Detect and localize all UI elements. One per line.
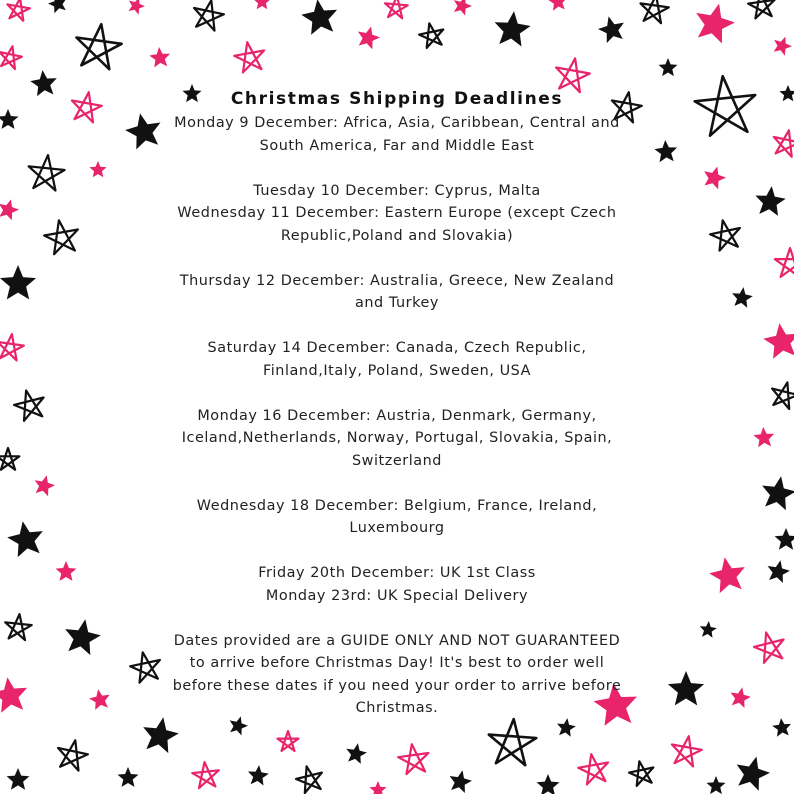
star-icon [129, 0, 146, 15]
deadline-line: Iceland,Netherlands, Norway, Portugal, Slovakia, Spain, [181, 430, 613, 446]
star-icon [7, 0, 30, 21]
star-icon [641, 0, 669, 23]
star-icon [710, 220, 740, 250]
star-icon [130, 652, 160, 682]
star-icon [234, 42, 264, 72]
star-icon [454, 0, 472, 16]
star-icon [659, 58, 678, 76]
star-icon [774, 130, 794, 157]
star-icon [709, 557, 745, 593]
star-icon [768, 560, 790, 583]
star-icon [253, 0, 270, 9]
star-icon [731, 687, 751, 708]
star-icon [149, 47, 170, 67]
deadline-line: South America, Far and Middle East [259, 137, 535, 154]
star-icon [30, 70, 57, 96]
star-icon [48, 0, 66, 13]
deadline-line: Monday 23rd: UK Special Delivery [265, 587, 529, 604]
star-icon [495, 11, 531, 46]
star-icon [0, 448, 19, 470]
deadline-line: Saturday 14 December: Canada, Czech Republic, [207, 340, 587, 356]
star-icon [89, 689, 110, 710]
star-icon [385, 0, 408, 18]
star-icon [296, 766, 322, 793]
star-icon [5, 614, 32, 640]
star-icon [748, 0, 774, 18]
deadline-group [160, 112, 634, 157]
deadline-line: Wednesday 11 December: Eastern Europe (except Czech [177, 205, 617, 221]
disclaimer-line: Dates provided are a GUIDE ONLY AND NOT GUARANTEED [173, 632, 621, 649]
star-icon [398, 744, 428, 774]
star-icon [548, 0, 567, 11]
star-icon [72, 92, 102, 122]
star-icon [754, 633, 784, 663]
star-icon [118, 767, 139, 787]
star-icon [76, 24, 121, 69]
star-icon [668, 671, 704, 705]
star-icon [56, 561, 77, 581]
star-icon [0, 46, 22, 69]
star-icon [0, 265, 36, 299]
star-icon [755, 186, 785, 216]
star-icon [0, 109, 19, 129]
star-icon [125, 113, 160, 149]
deadline-line: Wednesday 18 December: Belgium, France, Ireland, [196, 497, 598, 514]
star-icon [419, 23, 443, 48]
deadline-line: Switzerland [352, 452, 442, 469]
star-icon [369, 781, 386, 794]
star-icon [578, 754, 608, 784]
star-icon [89, 161, 106, 177]
star-icon [0, 334, 24, 360]
star-icon [654, 140, 677, 162]
star-icon [772, 718, 791, 737]
star-icon [0, 199, 19, 220]
deadline-group [160, 180, 634, 248]
star-icon [704, 167, 726, 190]
star-icon [700, 621, 717, 638]
star-icon [772, 382, 794, 409]
page-title: Christmas Shipping Deadlines [230, 89, 564, 109]
star-icon [598, 16, 624, 43]
deadline-group [160, 405, 634, 473]
star-icon [29, 155, 65, 190]
deadline-line: Luxembourg [349, 520, 445, 536]
star-icon [58, 740, 88, 770]
deadline-line: Friday 20th December: UK 1st Class [258, 565, 536, 581]
star-icon [35, 475, 55, 496]
deadline-line: Monday 9 December: Africa, Asia, Caribbean, Central and [174, 115, 620, 131]
deadline-line: Thursday 12 December: Australia, Greece, New Zealand [179, 272, 615, 289]
star-icon [775, 528, 794, 550]
deadline-line: Monday 16 December: Austria, Denmark, Germany, [197, 407, 597, 424]
deadlines-text-block [160, 86, 634, 742]
disclaimer [160, 630, 634, 720]
star-icon [629, 761, 653, 786]
star-icon [696, 4, 735, 44]
star-icon [14, 391, 44, 421]
deadline-group [160, 562, 634, 607]
star-icon [44, 220, 78, 254]
star-icon [537, 774, 560, 794]
deadline-line: and Turkey [355, 295, 439, 311]
star-icon [672, 736, 702, 766]
star-icon [194, 0, 224, 30]
star-icon [192, 762, 219, 788]
star-icon [774, 37, 792, 56]
deadline-group [160, 337, 634, 382]
star-icon [65, 619, 101, 655]
star-icon [732, 287, 753, 308]
star-icon [753, 427, 774, 447]
star-icon [779, 85, 794, 101]
star-icon [763, 323, 794, 359]
deadline-line: Tuesday 10 December: Cyprus, Malta [253, 182, 541, 199]
deadline-group [160, 270, 634, 315]
disclaimer-line: Christmas. [355, 700, 439, 716]
star-icon [346, 743, 367, 764]
deadline-line: Finland,Italy, Poland, Sweden, USA [262, 362, 532, 379]
star-icon [737, 757, 770, 791]
star-icon [695, 76, 756, 136]
star-icon [707, 776, 726, 794]
star-icon [762, 476, 794, 510]
star-icon [301, 0, 337, 35]
disclaimer-line: before these dates if you need your order to arrive before [172, 677, 622, 694]
deadline-group [160, 495, 634, 540]
star-icon [248, 765, 269, 785]
deadline-line: Republic,Poland and Slovakia) [280, 227, 514, 244]
star-icon [450, 770, 472, 793]
star-icon [0, 677, 27, 713]
star-icon [775, 248, 794, 277]
disclaimer-line: to arrive before Christmas Day! It's best to order well [189, 655, 605, 671]
star-icon [7, 768, 30, 790]
star-icon [358, 26, 380, 49]
star-icon [7, 521, 43, 557]
